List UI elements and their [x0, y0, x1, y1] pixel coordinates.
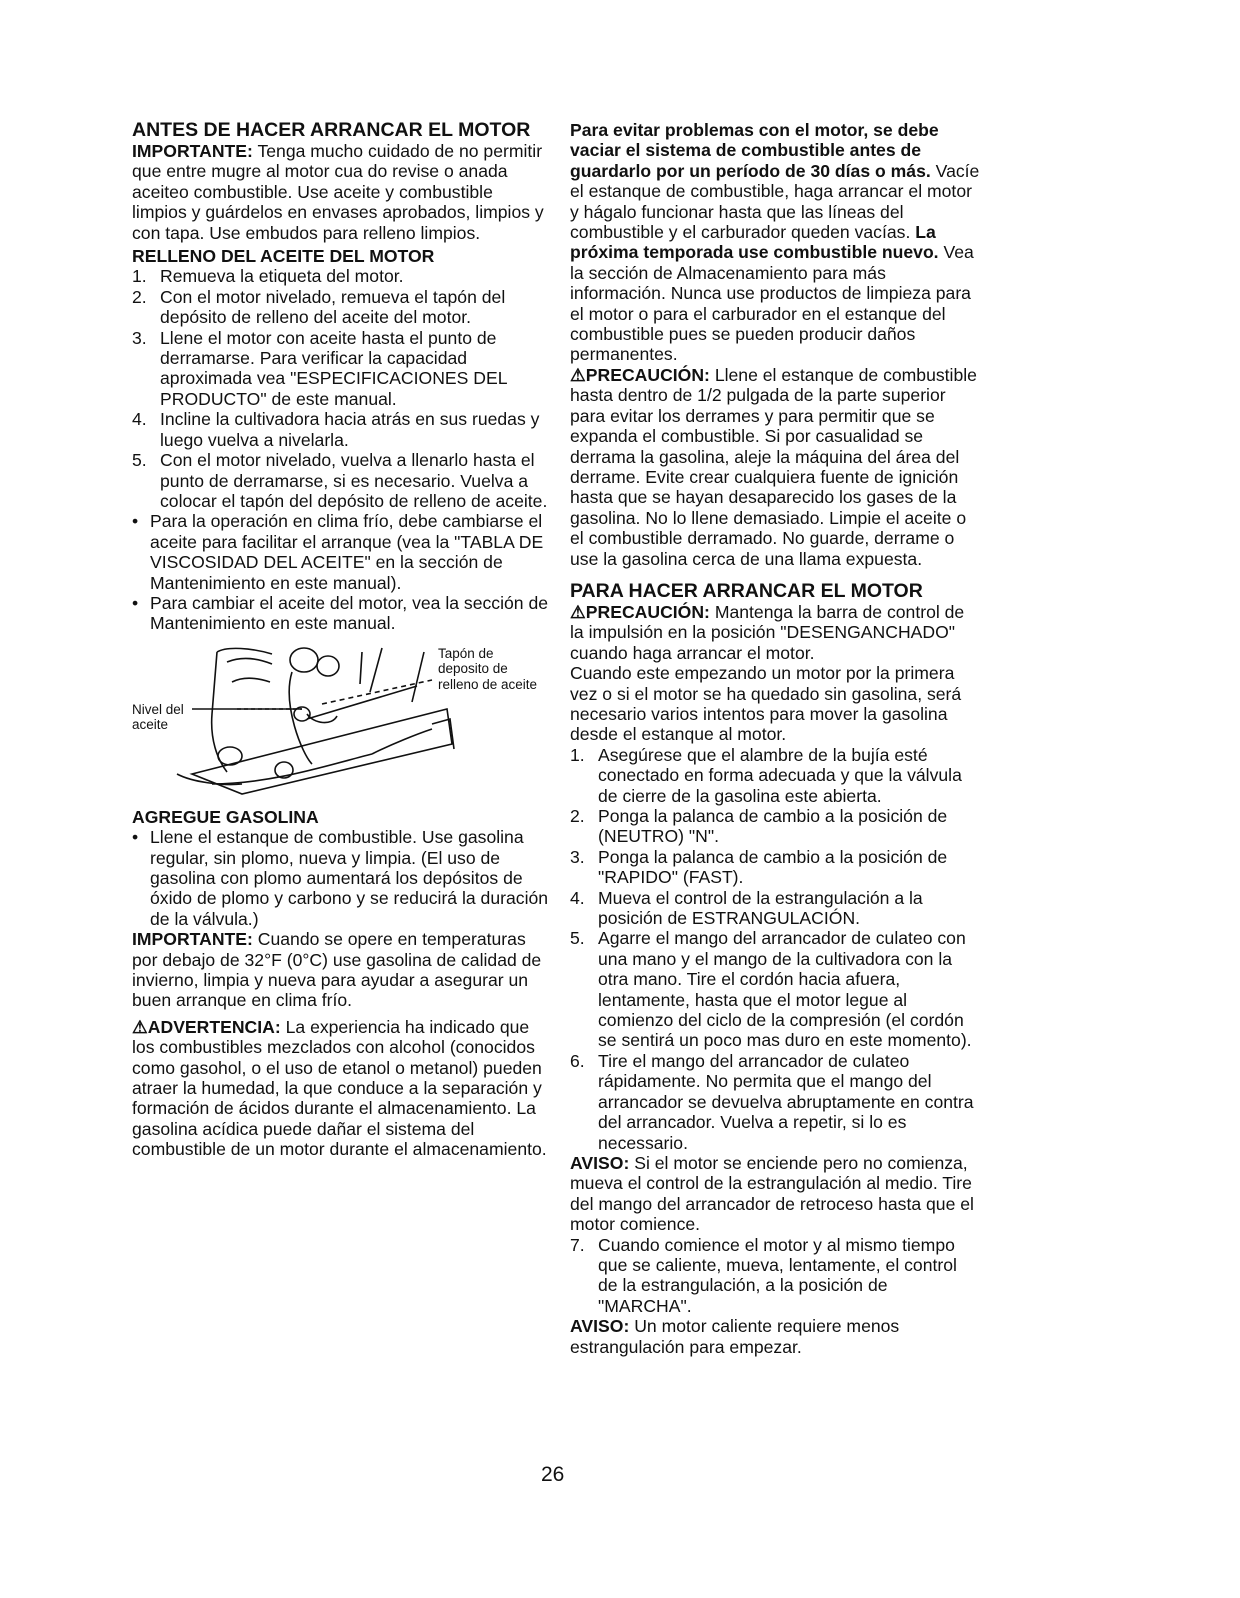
step-text: Ponga la palanca de cambio a la posición de "RAPIDO" (FAST).	[598, 846, 948, 888]
important-text: Tenga mucho cuidado de no permitir que entre mugre al motor cua do revise o anada aceiteo combustible. Use aceite y combustible limpios y guárdelos en envases aprobados, limpios y con tapa. Use embudos para relleno limpios.	[132, 141, 544, 243]
oil-level-label: Nivel del aceite	[132, 701, 184, 733]
caution-text: Mantenga la barra de control de la impulsión en la posición "DESENGANCHADO" cuando haga arrancar el motor.	[570, 601, 965, 663]
step-number: 3.	[132, 327, 147, 348]
list-item	[132, 409, 552, 450]
step-number: 1.	[132, 266, 147, 287]
gas-notes	[132, 827, 552, 929]
step-number: 4.	[132, 409, 147, 430]
list-item	[132, 593, 552, 634]
bullet-icon: •	[132, 827, 139, 848]
step-number: 5.	[570, 928, 585, 949]
start-steps	[570, 745, 980, 1153]
bullet-text: Llene el estanque de combustible. Use gasolina regular, sin plomo, nueva y limpia. (El uso de gasolina con plomo aumentará los depósitos de óxido de plomo y carbono y se reducirá la duración de la válvula.)	[150, 827, 549, 929]
fill-cap-label: Tapón de deposito de relleno de aceite	[438, 645, 538, 692]
step-number: 4.	[570, 887, 585, 908]
list-item	[132, 450, 552, 511]
warning-icon: ⚠	[132, 1016, 148, 1037]
bullet-icon: •	[132, 592, 139, 613]
warning-label: ADVERTENCIA:	[147, 1016, 281, 1037]
list-item	[570, 1235, 980, 1317]
step-number: 2.	[132, 286, 147, 307]
caution-label: PRECAUCIÓN:	[585, 601, 710, 622]
important-cold-weather	[132, 929, 552, 1011]
step-text: Mueva el control de la estrangulación a la posición de ESTRANGULACIÓN.	[598, 887, 923, 929]
caution-text: Llene el estanque de combustible hasta dentro de 1/2 pulgada de la parte superior para evitar los derrames y para permitir que se expanda el combustible. Si por casualidad se derrama la gasolina, aleje la máquina del área del derrame. Evite crear cualquiera fuente de ignición hasta que se hayan desaparecido los gases de la gasolina. No lo llene demasiado. Limpie el aceite o el combustible derramado. No guarde, derrame o use la gasolina cerca de una llama expuesta.	[570, 364, 977, 569]
list-item	[570, 1051, 980, 1153]
warning-alcohol-fuel	[132, 1017, 552, 1160]
list-item	[132, 328, 552, 410]
storage-bold-text: Para evitar problemas con el motor, se debe vaciar el sistema de combustible antes de guardarlo por un período de 30 días o más.	[570, 120, 939, 181]
list-item	[132, 266, 552, 286]
step-text: Con el motor nivelado, remueva el tapón del depósito de relleno del aceite del motor.	[160, 286, 506, 328]
left-column	[132, 120, 552, 1160]
notice-choke-middle	[570, 1153, 980, 1235]
important-intro	[132, 141, 552, 243]
oil-fill-diagram	[132, 644, 552, 804]
section-title-start-engine: PARA HACER ARRANCAR EL MOTOR	[570, 579, 923, 602]
bullet-text: Para cambiar el aceite del motor, vea la sección de Mantenimiento en este manual.	[150, 592, 549, 634]
storage-text: Vacíe el estanque de combustible, haga arrancar el motor y hágalo funcionar hasta que las líneas del combustible y el carburador queden vacías.	[570, 160, 980, 243]
list-item	[132, 511, 552, 593]
right-column	[570, 120, 980, 1357]
bullet-icon: •	[132, 511, 139, 532]
step-text: Con el motor nivelado, vuelva a llenarlo hasta el punto de derramarse, si es necesario. Vuelva a colocar el tapón del depósito de relleno de aceite.	[160, 450, 548, 511]
step-number: 3.	[570, 846, 585, 867]
step-text: Ponga la palanca de cambio a la posición de (NEUTRO) "N".	[598, 806, 948, 847]
oil-notes	[132, 511, 552, 633]
important-label: IMPORTANTE:	[132, 141, 253, 161]
notice-label: AVISO:	[570, 1152, 630, 1173]
step-text: Remueva la etiqueta del motor.	[160, 266, 404, 287]
step-number: 5.	[132, 450, 147, 471]
caution-icon: ⚠	[570, 364, 586, 385]
list-item	[570, 745, 980, 806]
step-text: Asegúrese que el alambre de la bujía esté conectado en forma adecuada y que la válvula de cierre de la gasolina este abierta.	[598, 744, 962, 806]
list-item	[570, 847, 980, 888]
oil-fill-title: RELLENO DEL ACEITE DEL MOTOR	[132, 246, 435, 267]
notice-text: Un motor caliente requiere menos estrangulación para empezar.	[570, 1316, 900, 1357]
add-gas-title: AGREGUE GASOLINA	[132, 806, 319, 827]
section-title-before-start: ANTES DE HACER ARRANCAR EL MOTOR	[132, 119, 531, 141]
caution-drive-control	[570, 602, 980, 663]
caution-fuel-fill	[570, 365, 980, 569]
important-text: Cuando se opere en temperaturas por debajo de 32°F (0°C) use gasolina de calidad de invierno, limpia y nueva para ayudar a asegurar un buen arranque en clima frío.	[132, 929, 542, 1011]
step-text: Cuando comience el motor y al mismo tiempo que se caliente, mueva, lentamente, el control de la estrangulación, a la posición de "MARCHA".	[598, 1234, 957, 1316]
start-steps-continued	[570, 1235, 980, 1317]
list-item	[570, 806, 980, 847]
list-item	[570, 888, 980, 929]
list-item	[132, 287, 552, 328]
notice-warm-engine	[570, 1316, 980, 1357]
step-number: 6.	[570, 1050, 585, 1071]
page-number: 26	[541, 1463, 565, 1486]
storage-bold-text-2: La próxima temporada use combustible nuevo.	[570, 222, 939, 263]
caution-label: PRECAUCIÓN:	[585, 364, 710, 385]
start-intro: Cuando este empezando un motor por la primera vez o si el motor se ha quedado sin gasolina, será necesario varios intentos para mover la gasolina desde el estanque al motor.	[570, 663, 962, 745]
bullet-text: Para la operación en clima frío, debe cambiarse el aceite para facilitar el arranque (vea la "TABLA DE VISCOSIDAD DEL ACEITE" en la sección de Mantenimiento en este manual).	[150, 511, 544, 593]
step-text: Tire el mango del arrancador de culateo rápidamente. No permita que el mango del arrancador se devuelva abruptamente en contra del arrancador. Vuelva a repetir, si lo es necessario.	[598, 1050, 974, 1153]
step-number: 1.	[570, 744, 585, 765]
step-number: 7.	[570, 1234, 585, 1255]
step-text: Incline la cultivadora hacia atrás en sus ruedas y luego vuelva a nivelarla.	[160, 409, 540, 450]
important-label: IMPORTANTE:	[132, 929, 253, 950]
list-item	[132, 827, 552, 929]
step-text: Llene el motor con aceite hasta el punto de derramarse. Para verificar la capacidad aproximada vea "ESPECIFICACIONES DEL PRODUCTO" de este manual.	[160, 327, 507, 409]
notice-text: Si el motor se enciende pero no comienza, mueva el control de la estrangulación al medio. Tire del mango del arrancador de retroceso hasta que el motor comience.	[570, 1152, 974, 1235]
caution-icon: ⚠	[570, 601, 586, 622]
oil-fill-steps	[132, 266, 552, 511]
storage-paragraph	[570, 120, 980, 365]
notice-label: AVISO:	[570, 1316, 630, 1337]
storage-text-2: Vea la sección de Almacenamiento para más información. Nunca use productos de limpieza para el motor o para el carburador en el estanque del combustible pues se pueden producir daños permanentes.	[570, 242, 974, 365]
step-text: Agarre el mango del arrancador de culateo con una mano y el mango de la cultivadora con la otra mano. Tire el cordón hacia afuera, lentamente, hasta que el motor legue al comienzo del ciclo de la compresión (el cordón se sentirá un poco mas duro en este momento).	[598, 928, 972, 1051]
warning-text: La experiencia ha indicado que los combustibles mezclados con alcohol (conocidos como gasohol, o el uso de etanol o metanol) pueden atraer la humedad, la que conduce a la separación y formación de ácidos durante el almacenamiento. La gasolina acídica puede dañar el sistema del combustible de un motor durante el almacenamiento.	[132, 1016, 547, 1160]
list-item	[570, 928, 980, 1050]
step-number: 2.	[570, 806, 585, 826]
